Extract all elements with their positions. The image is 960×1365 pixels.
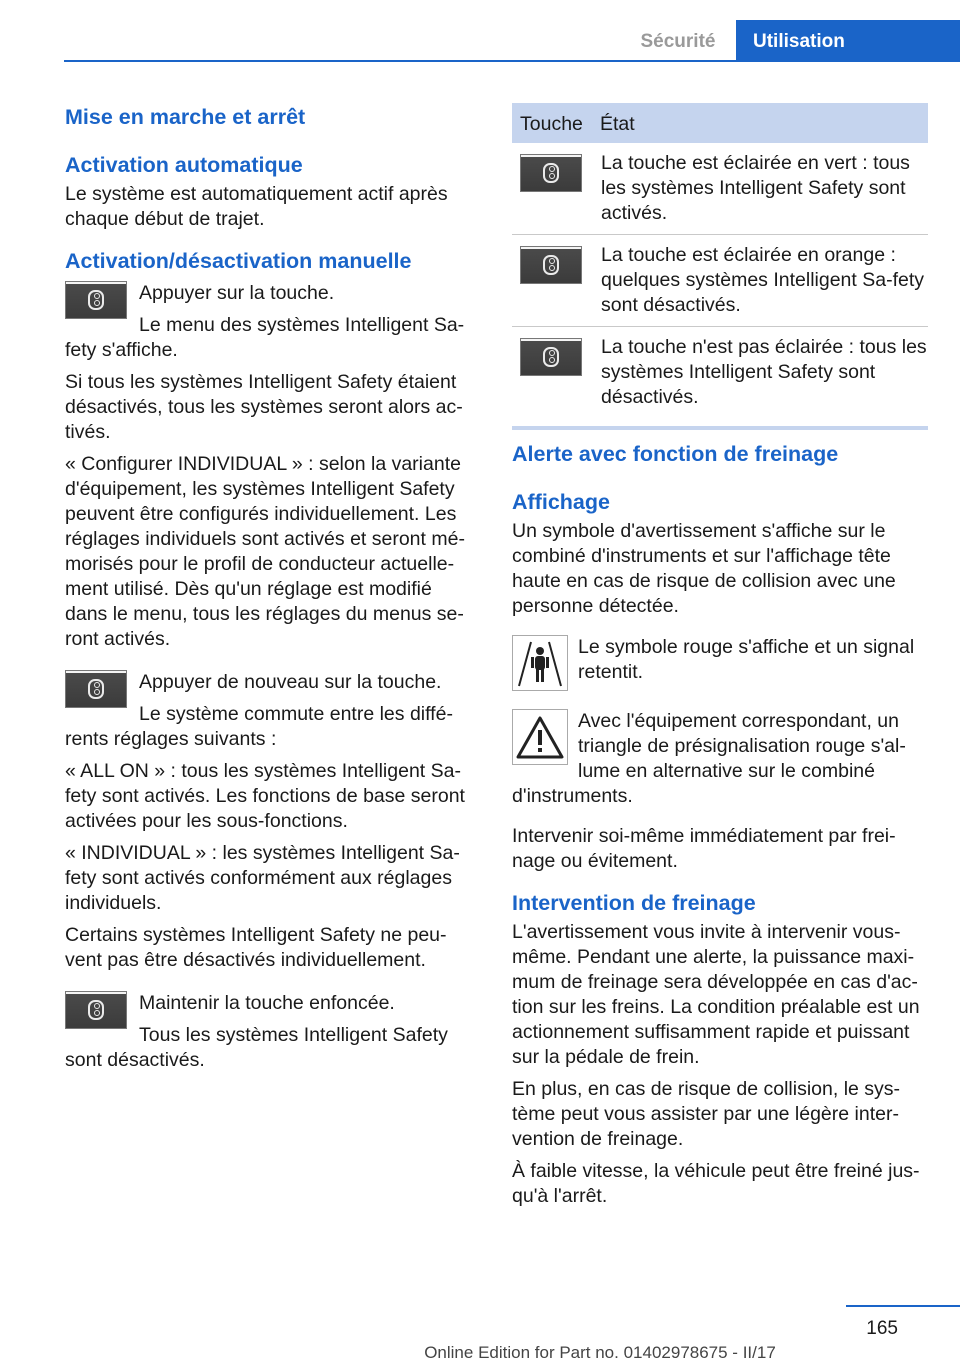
- safety-icon: [543, 163, 559, 183]
- intelligent-safety-button-image: [65, 670, 127, 708]
- page-number: 165: [866, 1318, 898, 1339]
- paragraph: Un symbole d'avertissement s'affiche sur le combiné d'instruments et sur l'affichage tête haute en cas de risque de collision avec une personne détectée.: [512, 520, 896, 617]
- intelligent-safety-button-image: [520, 246, 582, 284]
- table-bottom-rule: [512, 426, 928, 430]
- safety-icon: [88, 679, 104, 699]
- safety-icon: [88, 1000, 104, 1020]
- instruction-text: Maintenir la touche enfoncée.: [139, 992, 395, 1014]
- section-title: Alerte avec fonction de freinage: [512, 442, 839, 466]
- symbol-text: Avec l'équipement correspondant, un triangle de présignalisation rouge s'al-lume en alternative sur le combiné d'instruments.: [512, 710, 906, 807]
- paragraph: Intervenir soi-même immédiatement par frei-nage ou évitement.: [512, 825, 896, 872]
- column-header-touche: Touche: [520, 113, 583, 135]
- paragraph: L'avertissement vous invite à intervenir vous-même. Pendant une alerte, la puissance maxi-mum de freinage sera développée en cas d'ac-tion sur les freins. La condition préalable est un actionnement suffisamment rapide et puissant sur la pédale de frein.: [512, 921, 920, 1068]
- paragraph: « Configurer INDIVIDUAL » : selon la variante d'équipement, les systèmes Intelligent Safety peuvent être configurés individuellement. Les réglages individuels sont activés et seront mé-morisés pour le profil de conducteur actuelle-ment utilisé. Dès qu'un réglage est modifié dans le menu, tous les réglages du menus se-ront activés.: [65, 453, 465, 650]
- heading-affichage: Affichage: [512, 490, 610, 514]
- table-row: [512, 327, 928, 418]
- symbol-pedestrian-block: [512, 635, 928, 695]
- intelligent-safety-button-image: [520, 338, 582, 376]
- instruction-text: Tous les systèmes Intelligent Safety sont désactivés.: [65, 1024, 448, 1071]
- button-state-table: [512, 103, 928, 430]
- heading-intervention: Intervention de freinage: [512, 891, 756, 915]
- instruction-text: Le système commute entre les diffé-rents réglages suivants :: [65, 703, 453, 750]
- pedestrian-warning-icon: [512, 635, 568, 691]
- safety-icon: [88, 290, 104, 310]
- safety-icon: [543, 347, 559, 367]
- symbol-text: Le symbole rouge s'affiche et un signal retentit.: [578, 636, 915, 683]
- left-column: [65, 103, 477, 1080]
- intelligent-safety-button-image: [65, 281, 127, 319]
- header-rule: [64, 60, 960, 62]
- symbol-triangle-block: [512, 709, 928, 816]
- button-instruction-2: [65, 670, 477, 759]
- table-header: [512, 103, 928, 143]
- paragraph: Certains systèmes Intelligent Safety ne peu-vent pas être désactivés individuellement.: [65, 924, 447, 971]
- state-cell: La touche est éclairée en vert : tous les systèmes Intelligent Safety sont activés.: [601, 152, 910, 224]
- warning-triangle-icon: [512, 709, 568, 765]
- safety-icon: [543, 255, 559, 275]
- paragraph: « ALL ON » : tous les systèmes Intelligent Sa-fety sont activés. Les fonctions de base seront activées pour les sous-fonctions.: [65, 760, 465, 832]
- paragraph: À faible vitesse, la véhicule peut être freiné jus-qu'à l'arrêt.: [512, 1160, 920, 1207]
- tab-utilisation[interactable]: Utilisation: [736, 20, 960, 62]
- right-column: [512, 440, 928, 1216]
- footer-rule: [846, 1305, 960, 1307]
- paragraph: « INDIVIDUAL » : les systèmes Intelligent Sa-fety sont activés conformément aux réglages individuels.: [65, 842, 460, 914]
- heading-activation-auto: Activation automatique: [65, 153, 303, 177]
- column-header-etat: État: [600, 113, 635, 135]
- instruction-text: Appuyer sur la touche.: [139, 282, 335, 304]
- intelligent-safety-button-image: [65, 991, 127, 1029]
- paragraph: Le système est automatiquement actif après chaque début de trajet.: [65, 183, 448, 230]
- instruction-text: Appuyer de nouveau sur la touche.: [139, 671, 442, 693]
- state-cell: La touche est éclairée en orange : quelques systèmes Intelligent Sa-fety sont désactivés.: [601, 244, 925, 316]
- edition-note: Online Edition for Part no. 01402978675 - II/17: [424, 1343, 776, 1362]
- tab-securite[interactable]: Sécurité: [640, 31, 716, 52]
- section-title: Mise en marche et arrêt: [65, 105, 306, 129]
- paragraph: En plus, en cas de risque de collision, le sys-tème peut vous assister par une légère inter-vention de freinage.: [512, 1078, 901, 1150]
- heading-activation-manual: Activation/désactivation manuelle: [65, 249, 412, 273]
- instruction-text: Le menu des systèmes Intelligent Sa-fety s'affiche.: [65, 314, 465, 361]
- table-row: [512, 143, 928, 235]
- table-row: [512, 235, 928, 327]
- intelligent-safety-button-image: [520, 154, 582, 192]
- state-cell: La touche n'est pas éclairée : tous les systèmes Intelligent Safety sont désactivés.: [601, 336, 927, 408]
- button-instruction-3: [65, 991, 477, 1080]
- paragraph: Si tous les systèmes Intelligent Safety étaient désactivés, tous les systèmes seront alors ac-tivés.: [65, 371, 463, 443]
- button-instruction-1: [65, 281, 477, 370]
